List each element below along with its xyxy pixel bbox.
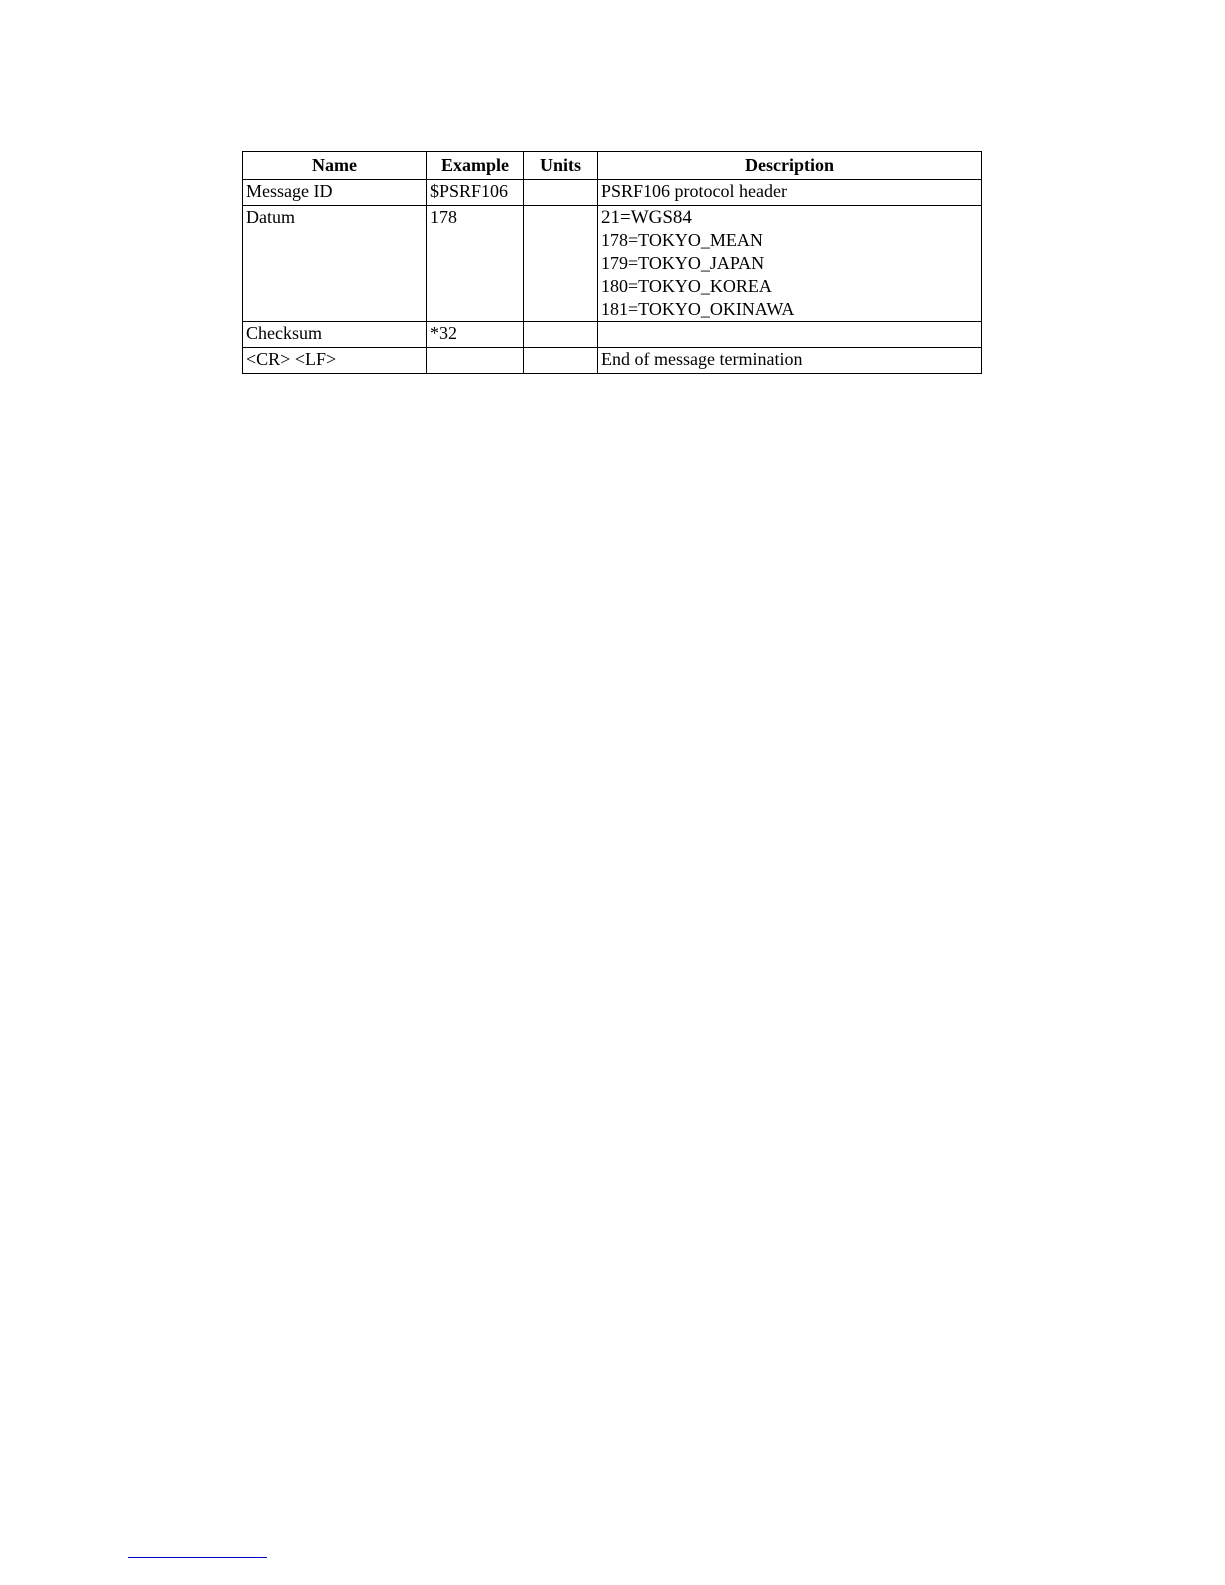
footnote-separator (128, 1557, 267, 1558)
cell-units (524, 180, 598, 206)
description-line: 179=TOKYO_JAPAN (601, 253, 765, 273)
cell-units (524, 348, 598, 374)
cell-units (524, 206, 598, 322)
cell-description (598, 322, 982, 348)
description-line: End of message termination (601, 349, 803, 369)
cell-description (598, 206, 982, 322)
cell-example: *32 (427, 322, 524, 348)
cell-example: $PSRF106 (427, 180, 524, 206)
table-row (243, 348, 982, 374)
cell-units (524, 322, 598, 348)
table-row (243, 206, 982, 322)
description-line: 178=TOKYO_MEAN (601, 230, 763, 250)
description-line: 180=TOKYO_KOREA (601, 276, 772, 296)
header-description: Description (598, 152, 982, 180)
cell-example (427, 348, 524, 374)
cell-name: <CR> <LF> (243, 348, 427, 374)
description-line: 21=WGS84 (601, 207, 692, 228)
cell-example: 178 (427, 206, 524, 322)
cell-description (598, 348, 982, 374)
header-example: Example (427, 152, 524, 180)
description-line: PSRF106 protocol header (601, 181, 787, 201)
cell-name: Checksum (243, 322, 427, 348)
cell-name: Datum (243, 206, 427, 322)
header-units: Units (524, 152, 598, 180)
table-header-row (243, 152, 982, 180)
description-line: 181=TOKYO_OKINAWA (601, 299, 795, 319)
header-name: Name (243, 152, 427, 180)
cell-name: Message ID (243, 180, 427, 206)
table-row (243, 322, 982, 348)
table-row (243, 180, 982, 206)
message-field-table (242, 151, 982, 374)
cell-description (598, 180, 982, 206)
